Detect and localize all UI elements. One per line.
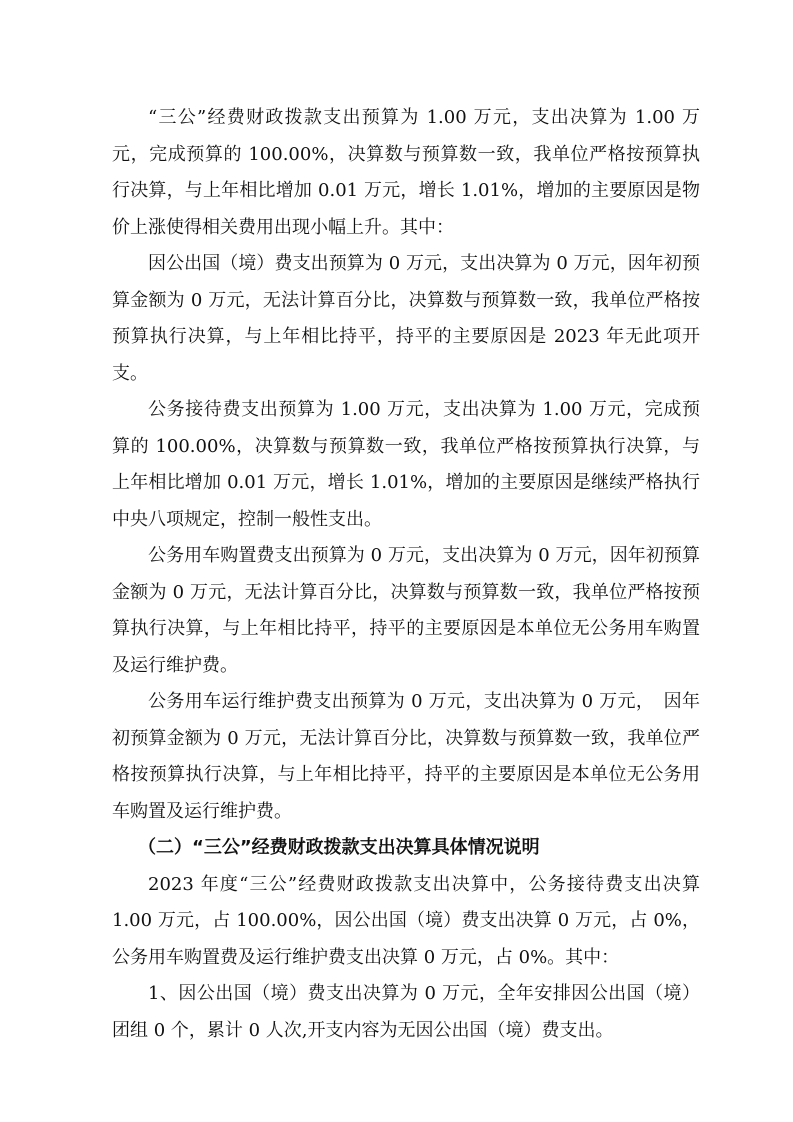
section-heading: （二）“三公”经费财政拨款支出决算具体情况说明 — [138, 837, 540, 858]
paragraph-reception: 公务接待费支出预算为 1.00 万元，支出决算为 1.00 万元，完成预算的 100.00%，决算数与预算数一致，我单位严格按预算执行决算，与上年相比增加 0.01 万元，增长 1.01%，增加的主要原因是继续严格执行中央八项规定，控制一般性支出。 — [112, 399, 700, 530]
document-body — [112, 100, 700, 1049]
paragraph-2023-breakdown: 2023 年度“三公”经费财政拨款支出决算中，公务接待费支出决算 1.00 万元，占 100.00%，因公出国（境）费支出决算 0 万元，占 0%，公务用车购置费及运行维护费支出决算 0 万元，占 0%。其中： — [112, 873, 700, 968]
paragraph-overseas-travel: 因公出国（境）费支出预算为 0 万元，支出决算为 0 万元，因年初预算金额为 0 万元，无法计算百分比，决算数与预算数一致，我单位严格按预算执行决算，与上年相比持平，持平的主要原因是 2023 年无此项开支。 — [112, 253, 700, 384]
paragraph-vehicle-purchase: 公务用车购置费支出预算为 0 万元，支出决算为 0 万元，因年初预算金额为 0 万元，无法计算百分比，决算数与预算数一致，我单位严格按预算执行决算，与上年相比持平，持平的主要原因是本单位无公务用车购置及运行维护费。 — [112, 545, 700, 676]
paragraph-vehicle-maintenance: 公务用车运行维护费支出预算为 0 万元，支出决算为 0 万元， 因年初预算金额为 0 万元，无法计算百分比，决算数与预算数一致，我单位严格按预算执行决算，与上年相比持平，持平的主要原因是本单位无公务用车购置及运行维护费。 — [112, 691, 700, 822]
paragraph-sangong-summary: “三公”经费财政拨款支出预算为 1.00 万元，支出决算为 1.00 万元，完成预算的 100.00%，决算数与预算数一致，我单位严格按预算执行决算，与上年相比增加 0.01 万元，增长 1.01%，增加的主要原因是物价上涨使得相关费用出现小幅上升。其中： — [112, 107, 700, 238]
paragraph-overseas-detail: 1、因公出国（境）费支出决算为 0 万元，全年安排因公出国（境）团组 0 个，累计 0 人次,开支内容为无因公出国（境）费支出。 — [112, 983, 700, 1041]
